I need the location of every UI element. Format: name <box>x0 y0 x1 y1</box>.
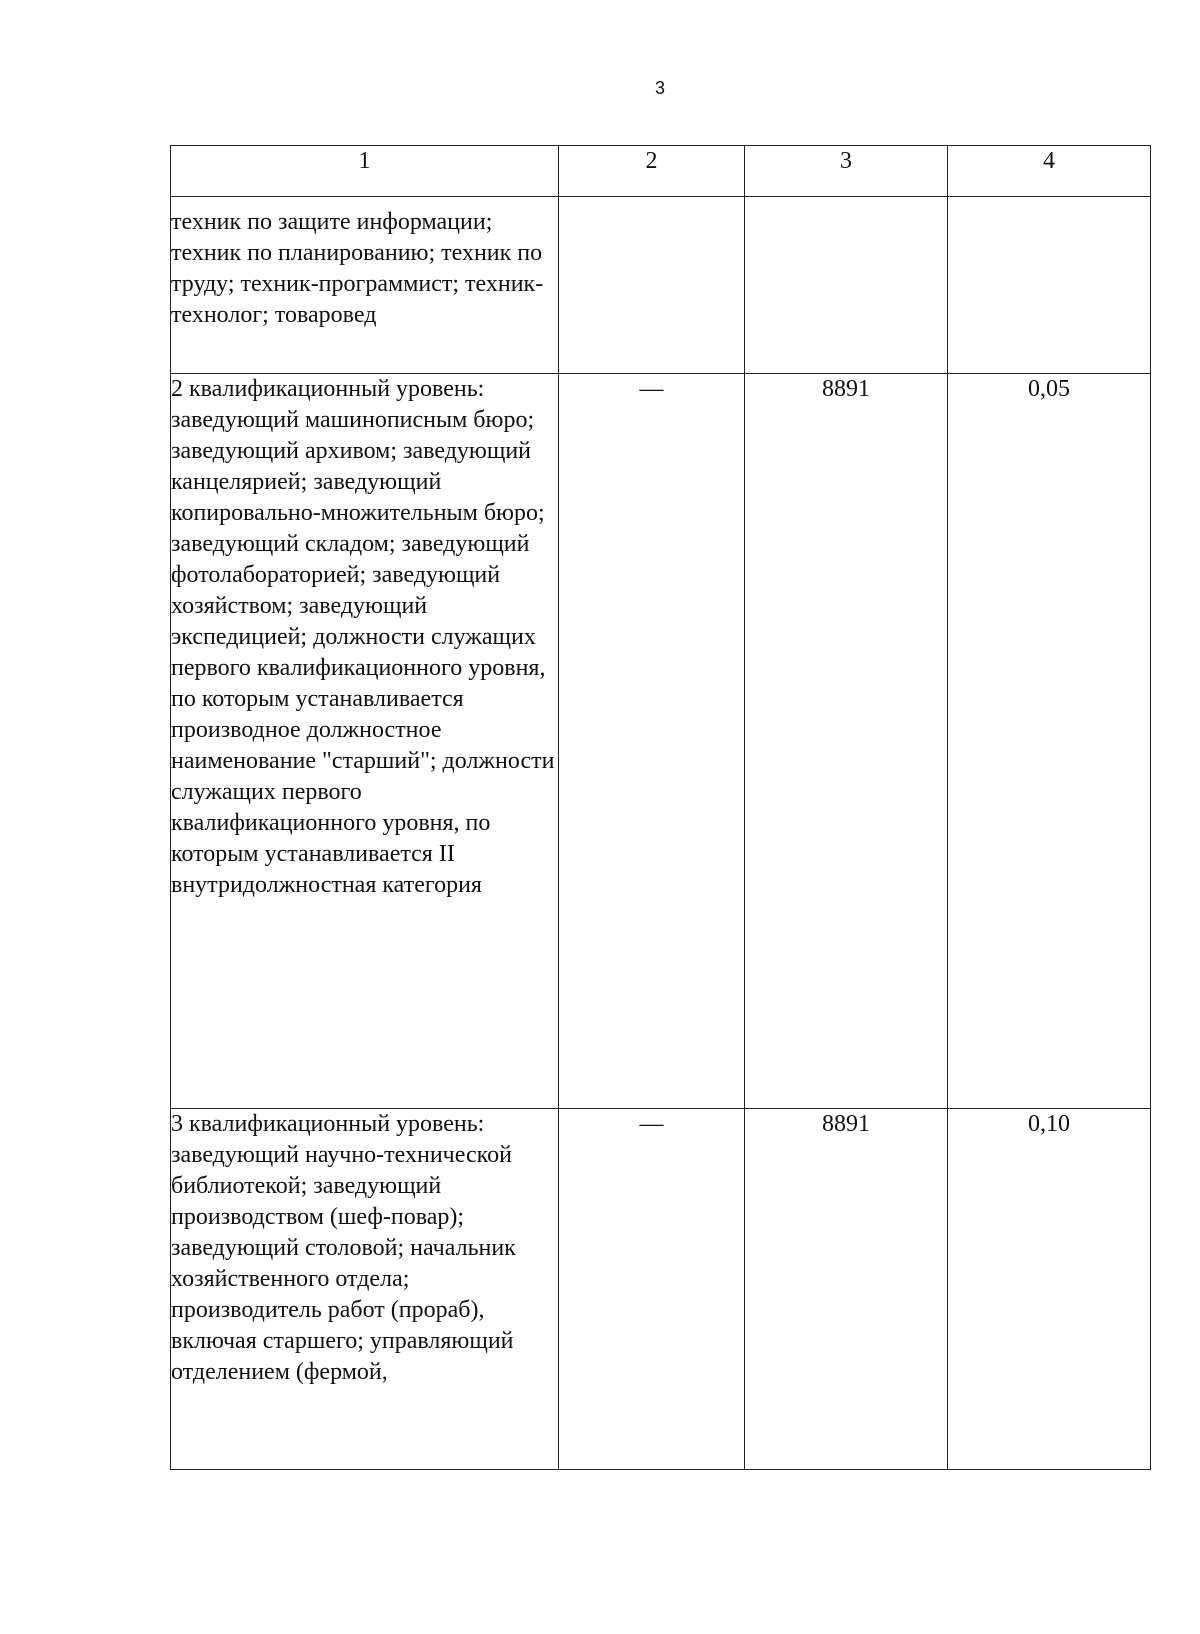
coefficient-value: 0,10 <box>948 1109 1151 1470</box>
table-row <box>171 197 1151 374</box>
position-description: техник по защите информации; техник по планированию; техник по труду; техник-программист; техник-технолог; товаровед <box>171 197 559 374</box>
coefficient-value: 0,05 <box>948 374 1151 1109</box>
position-description: 2 квалификационный уровень: заведующий машинописным бюро; заведующий архивом; заведующий канцелярией; заведующий копировально-множительным бюро; заведующий складом; заведующий фотолабораторией; заведующий хозяйством; заведующий экспедицией; должности служащих первого квалификационного уровня, по которым устанавливается производное должностное наименование "старший"; должности служащих первого квалификационного уровня, по которым устанавливается II внутридолжностная категория <box>171 374 559 1109</box>
table-row <box>171 1109 1151 1470</box>
column-header: 3 <box>745 146 948 197</box>
table-cell <box>948 197 1151 374</box>
page-number: 3 <box>654 78 665 98</box>
table-cell: — <box>559 374 745 1109</box>
column-header: 2 <box>559 146 745 197</box>
salary-value: 8891 <box>745 1109 948 1470</box>
table-cell <box>745 197 948 374</box>
salary-value: 8891 <box>745 374 948 1109</box>
column-header: 1 <box>171 146 559 197</box>
salary-table <box>170 145 1151 1470</box>
column-header: 4 <box>948 146 1151 197</box>
table-row <box>171 374 1151 1109</box>
table-cell: — <box>559 1109 745 1470</box>
table-header-row <box>171 146 1151 197</box>
position-description: 3 квалификационный уровень: заведующий научно-технической библиотекой; заведующий производством (шеф-повар); заведующий столовой; начальник хозяйственного отдела; производитель работ (прораб), включая старшего; управляющий отделением (фермой, <box>171 1109 559 1470</box>
table-cell <box>559 197 745 374</box>
